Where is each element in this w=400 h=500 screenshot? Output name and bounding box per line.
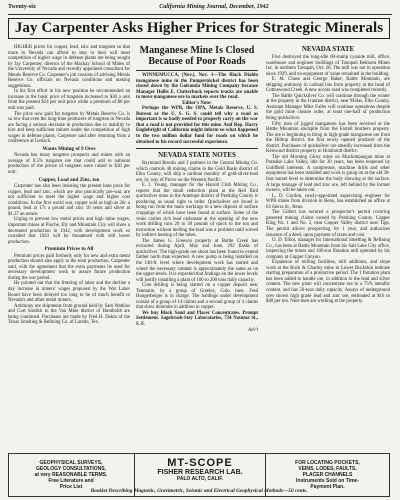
divider (136, 148, 258, 149)
paragraph: L. D. Gordon, newly-appointed supervising engineer for WPB mines from division in Reno, has established an office at 63 Sierra St., Reno. (266, 193, 390, 210)
paragraph: HIGHER prices for copper, lead, zinc and tungsten so that more in Nevada can afford to step in their will meet competition of higher wage in defense plants are being sought by Jay Carpenter, director of the Mackay School of Mines of the University of Nevada and recently appointed consultant for Metals Reserve Co. Carpenter's job consists of advising Metals Reserve Co. officials on Nevada conditions and making suggestions. (8, 45, 130, 89)
paragraph: The James G. Greeson property at Bottle Creek has extracted during April, May and June, 292 flasks of quicksilver. The high-grade ore shoot has been found to extend farther north than expected. A new pump is being installed on the 140-ft. level where development work has started and where the necessary content is approximately the same as on the upper levels. It is expected that findings on the lower levels will justify installing a plant of 100 to 200 tons daily capacity. (136, 238, 258, 283)
column-left (8, 45, 130, 326)
column-right (266, 45, 390, 305)
dateline-paragraph: WINNEMUCCA, (Nev.), Nov. 1—The Black Diablo manganese mine in the Pumpernickel district has been closed down by the Golconda Mining Company because Manager Hollis E. Clutterbuck reports trucks are unable to move manganese ore to markets over the road. (136, 73, 258, 101)
company-name: FISHER RESEARCH LAB. (157, 469, 243, 476)
paragraph: O. D. Elliot, manager for International Smelting & Refining Co., has been at Battle Mountain from his Salt Lake City office, inspecting the mines and 100-ton flotation mill operated by his company at Copper Canyon. (266, 238, 390, 260)
subheading: Copper, Lead and Zinc, too (38, 176, 100, 183)
paragraph: Fifty tons of jigged manganese has been received at the Battle Mountain stockpile from the Farrell brothers property. The ore is beginning to bring in high-grade manganese ore from the Hilltop district, the first newly opened producer of the district. Purchases of quicksilver ore steadily increased from the Kenwood district property in Humboldt district. (266, 121, 390, 155)
section-heading: NEVADA STATE (301, 45, 355, 53)
paragraph: Nevada has many tungsten prospects and mines with an average of 0.5% tungsten ore that could add to national production of the prince of tungsten were raised to $30 per unit. (8, 153, 130, 176)
ad-line: FOR LOCATING POCKETS, (295, 460, 360, 466)
paragraph: Premium prices paid formerly only for new and extra metal production should also apply to the total production, Carpenter said, with the agreement that the extra payments be used for necessary development work to assure future production during the war period. (8, 253, 130, 281)
paragraph: The old Morning Glory mine on Muchimpaugan mine at Paradise Lake Valley, idle for 30 years, has been reopened by Goldfield interests. A compressor, machine drills and other equipment has been installed and work is going on at the old 30-foot tunnel level to determine the body showing at the surface. A large tonnage of lead and zinc ore, left behind by the former owners, will be taken out. (266, 154, 390, 194)
paragraph: The Gilbert has secured a prospector's permit covering patented mining claims owned by Pershing County. Copper King No. 1 and No. 2, near Copper Valley district near Tipp. The permit allows prospecting for 1 year, and authorizes issuance of a deed, upon payment of taxes and cost. (266, 210, 390, 238)
publication-line: California Mining Journal, December, 1942 (159, 4, 269, 10)
paragraph: Expansion of milling facilities, mill additions, and slope work at the Buck & Charley mine in Lower Buckskin indicate starting preparation of a productive period. The 1 flotation plant has been added to handle ore, in addition to the lead and silver content. The new plant will concentrate ore to a 75% metallic content, and has 50-tons daily capacity. Assays of underground ores shown high grade lead and zinc ore, estimated at $16 to $40 per ton. Nine men are working at the property. (266, 260, 390, 305)
paragraph: Core drilling is being started on a copper deposit near Tenmarre, by a group of Greeley, Colo. men. Fred Hungerberger is in charge. The holdings under development consist of a group of 14 claims and a second group of 4 claims that show dolomite in addition to copper. (136, 283, 258, 311)
paragraph: Carpenter has also been insisting the present base price for copper, lead and zinc, which are also practically pre-war, are not sufficient to meet the higher wage and higher cost conditions. In the first world war, copper sold as high as 26c a pound, lead at 17c a pound and zinc 10 cents and silver at $1.37 an ounce. (8, 184, 130, 217)
paragraph: Urging to prevent low metal prices and high mine wages, important mines at Pioche, Ely and Mountain City will show a decreased production in 1942, with development work so curtailed that 1943 will be threatened with still lower production. (8, 217, 130, 245)
adv-tag: Adv't (248, 327, 258, 333)
ad-line: GEOPHYSICAL SURVEYS, (39, 460, 103, 466)
editors-note-label: Editor's Note: (182, 100, 212, 106)
paragraph: Raymond Brooks and 3 partners in the Central Mining Co. which controls 40 mining claims in the Gold Basin district of Elko County, will ship a cardinal monthly of gold-silver-lead ore, by way of Provo on the Western Pacific. (136, 161, 258, 183)
editors-note: Perhaps the WPB, the OPA, Metals Reserve, U. S. Bureau or the U. S. G. S. could tell why a road as important is so badly needed to properly carry on the war that a road is not provided for this mine. And Rep. Harry Englebright of California might inform us what happened to the two million dollar fund for roads on which he obtained to his record successful experience. (136, 106, 258, 145)
ad-line: Instruments Sold on Time- (296, 478, 359, 484)
footer-advertisement (8, 453, 390, 497)
ad-line: PLACER CHANNELS (302, 472, 353, 478)
classified-ad: We buy Black Sand and Placer Concentrates. Prompt Settlement. Sagebrush-Stey Laboratories, 734 Natoma St., S. F. (136, 310, 258, 327)
paragraph: In his first effort in his new position he recommended an increase in the basic price of tungsten increased to $30 a unit from the present $24 per unit price while a premium of $6 per unit was paid. (8, 89, 130, 112)
paragraph: The price now paid for tungsten by Metals Reserve Co. is so low that even the long-time producers of tungsten in Nevada are facing a serious decrease in production due to inability to hire and keep sufficient miners under the competition of high wages in defense plants, Carpenter said after returning from a conference at Gerlach. (8, 111, 130, 145)
paragraph: E. J. Young, manager for the Harold Club Mining Co., reports that the small reduction plant at the Red Bird quicksilver mine in the Antelope district of Pershing County is producing as usual right to order. Quicksilver ore found is being run from the main workings to a new deposit of surface croppings of which have been found at surface. Some of the veins carries rich lead carbonate at the opening of the new work drilling runs 20 to 30 pounds of quick to the ton and extraction without melting the lead was a problem until solved by indirect heating of the tubes. (136, 183, 258, 239)
article-title: Manganese Mine Is Closed Because of Poor Roads (139, 45, 255, 67)
paragraph: The Battle Quicksilver Co. will continue through the winter at the property in the Ivanhoe district, near Midas, Elko County. Assistant Manager Mike Fuller will continue operations despite the gold mine closure order, at least one-half of production being quicksilver. (266, 93, 390, 122)
paragraph: He pointed out that the freezing of labor and the decline a day increase in miners' wages proposed by the War Labor Board have been delayed too long to be of much benefit to Nevada's and other metal miners. (8, 281, 130, 304)
ad-line: GEOLOGY CONSULTATIONS, (36, 466, 106, 472)
article-headline: Jay Carpenter Asks Higher Prices for Strategic Minerals (8, 18, 390, 39)
divider (136, 70, 258, 71)
section-heading: NEVADA STATE NOTES (158, 151, 236, 160)
paragraph: Five destroyed the long-idle 60-stamp cyanide mill, office, warehouse and engineer buildings of Tonopah Belmont Mines Inc. in northern Tonopah, Oct. 28. The mill was not in operation since 1929, and no equipment of value remained in the building. (266, 55, 390, 77)
ad-tagline: Booklet Describing Magnetic, Gravimetric, Seismic and Electrical Geophysical Methods—50 cents. (90, 488, 308, 494)
page-number: Twenty-six (8, 4, 36, 10)
ad-line: Price List (59, 484, 83, 490)
column-middle (136, 45, 258, 333)
paragraph: Antimony ore shipments from ground held by Sam Watkins and Curt Stodick in the Van Mine district of Humboldt are being continued. Purchases are made by Fred H. Dakin of the Texas Smelting & Refining Co. of Laredo, Tex. (8, 303, 130, 326)
company-city: PALO ALTO, CALIF. (176, 476, 224, 482)
subheading: Wants Mining of 9 Ores (42, 145, 96, 152)
ad-line: Free Literature and (48, 478, 94, 484)
running-header (8, 4, 392, 15)
ad-line: VEINS, LODES, FAULTS, (298, 466, 357, 472)
subheading: Premium Prices to All (44, 246, 94, 253)
paragraph: E. M. Chase and George Baker, Battle Mountain, are shipping antimony in carload lots from property at the head of Cottonwood Creek. A new access road was completed recently. (266, 77, 390, 94)
ad-line: Payment Plan. (310, 484, 345, 490)
brand-name: MT-SCOPE (167, 457, 233, 469)
ad-line: at very REASONABLE TERMS. (34, 472, 108, 478)
